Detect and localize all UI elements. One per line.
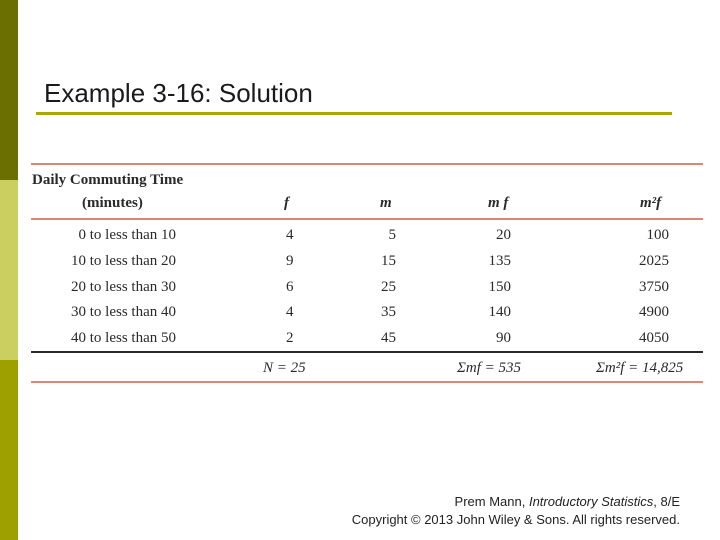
row-f: 4 [286, 304, 294, 320]
decorative-strip-bottom [0, 360, 18, 540]
decorative-strip-top [0, 0, 18, 180]
header-bottom-rule [31, 218, 703, 220]
title-underline [36, 112, 672, 115]
decorative-strip-middle [0, 180, 18, 360]
header-mf: m f [488, 195, 509, 211]
row-m2f: 100 [646, 227, 669, 243]
row-mf: 90 [496, 330, 511, 346]
row-f: 4 [286, 227, 294, 243]
row-f: 6 [286, 279, 294, 295]
citation-edition: , 8/E [653, 494, 680, 509]
header-commuting-time: Daily Commuting Time [32, 172, 184, 188]
citation-book-title: Introductory Statistics [528, 494, 654, 509]
row-m: 45 [381, 330, 396, 346]
row-f: 9 [286, 253, 294, 269]
row-mf: 20 [496, 227, 511, 243]
row-m2f: 4050 [639, 330, 669, 346]
row-mf: 150 [488, 279, 511, 295]
rows-bottom-rule [31, 351, 703, 353]
row-m2f: 4900 [639, 304, 669, 320]
row-m: 35 [381, 304, 396, 320]
table-top-rule [31, 163, 703, 165]
row-mf: 135 [488, 253, 511, 269]
citation-author: Prem Mann, [454, 494, 529, 509]
row-time: 40 to less than 50 [71, 330, 176, 346]
row-m: 15 [381, 253, 396, 269]
row-m2f: 3750 [639, 279, 669, 295]
copyright-notice: Copyright © 2013 John Wiley & Sons. All rights reserved. [351, 512, 680, 527]
row-time: 30 to less than 40 [71, 304, 176, 320]
header-m: m [380, 195, 392, 211]
row-m2f: 2025 [639, 253, 669, 269]
row-mf: 140 [488, 304, 511, 320]
slide-title: Example 3-16: Solution [44, 78, 313, 108]
table-bottom-rule [31, 381, 703, 383]
header-minutes: (minutes) [82, 195, 143, 211]
total-n: N = 25 [263, 360, 306, 376]
row-time: 0 to less than 10 [78, 227, 176, 243]
citation-line [455, 494, 680, 509]
row-time: 20 to less than 30 [71, 279, 176, 295]
row-f: 2 [286, 330, 294, 346]
row-m: 25 [381, 279, 396, 295]
header-m2f: m²f [640, 195, 662, 211]
total-sum-mf: Σmf = 535 [457, 360, 522, 376]
total-sum-m2f: Σm²f = 14,825 [596, 360, 684, 376]
row-m: 5 [388, 227, 396, 243]
row-time: 10 to less than 20 [71, 253, 176, 269]
header-f: f [284, 195, 289, 211]
